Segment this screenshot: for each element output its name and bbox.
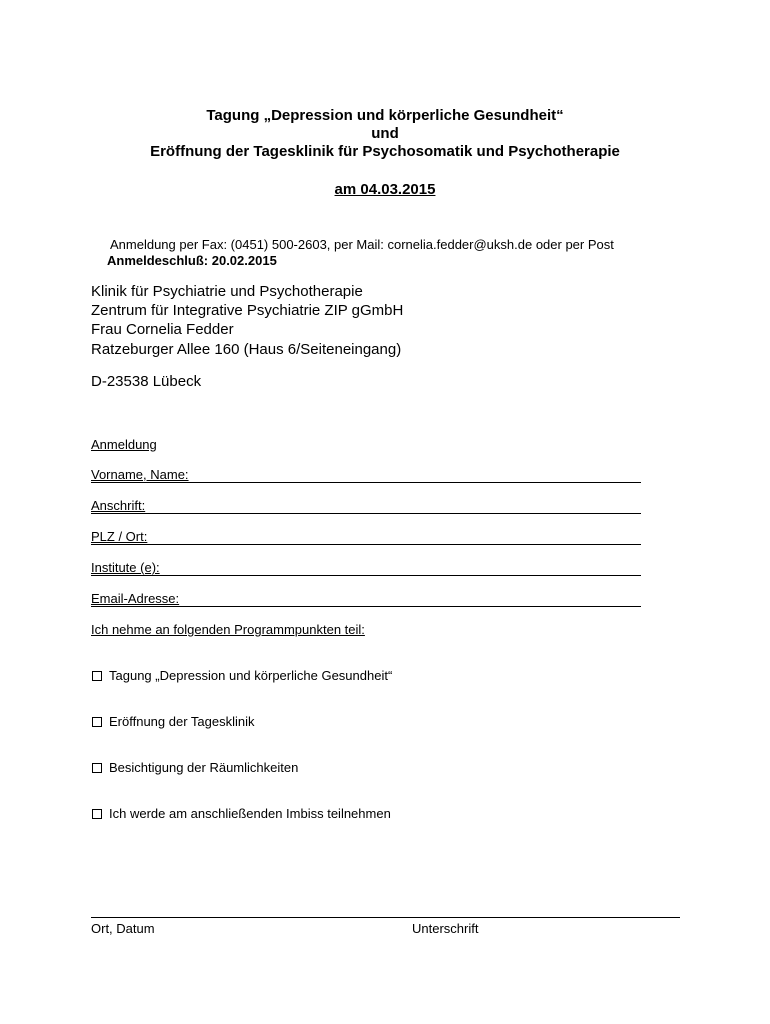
option-conference-label: Tagung „Depression und körperliche Gesundheit“ [109,668,393,683]
address-field-line [91,513,641,514]
address-line-3: Frau Cornelia Fedder [91,321,234,338]
form-heading: Anmeldung [91,437,157,452]
event-date: am 04.03.2015 [334,181,436,198]
address-label: Anschrift: [91,498,146,513]
checkbox-snack[interactable] [92,809,102,819]
institute-field-line [91,575,641,576]
zip-city-label: PLZ / Ort: [91,529,148,544]
name-field-line [91,482,641,483]
registration-deadline: Anmeldeschluß: 20.02.2015 [107,253,277,268]
checkbox-opening[interactable] [92,717,102,727]
address-line-4: Ratzeburger Allee 160 (Haus 6/Seiteneingang) [91,341,402,358]
title-line-3: Eröffnung der Tagesklinik für Psychosomatik und Psychotherapie [150,143,620,160]
title-line-2: und [371,125,399,142]
signature-label: Unterschrift [412,921,479,936]
name-label: Vorname, Name: [91,467,189,482]
checkbox-tour[interactable] [92,763,102,773]
option-opening-label: Eröffnung der Tagesklinik [109,714,255,729]
checkbox-conference[interactable] [92,671,102,681]
email-field-line [91,606,641,607]
address-line-1: Klinik für Psychiatrie und Psychotherapie [91,283,363,300]
signature-line [91,917,680,918]
registration-contact: Anmeldung per Fax: (0451) 500-2603, per Mail: cornelia.fedder@uksh.de oder per Post [110,237,614,252]
option-snack-label: Ich werde am anschließenden Imbiss teilnehmen [109,806,391,821]
institute-label: Institute (e): [91,560,160,575]
address-line-2: Zentrum für Integrative Psychiatrie ZIP gGmbH [91,302,404,319]
place-date-label: Ort, Datum [91,921,155,936]
title-line-1: Tagung „Depression und körperliche Gesundheit“ [206,107,564,124]
zip-city-field-line [91,544,641,545]
option-tour-label: Besichtigung der Räumlichkeiten [109,760,299,775]
program-heading: Ich nehme an folgenden Programmpunkten teil: [91,622,365,637]
email-label: Email-Adresse: [91,591,180,606]
address-city: D-23538 Lübeck [91,373,202,390]
